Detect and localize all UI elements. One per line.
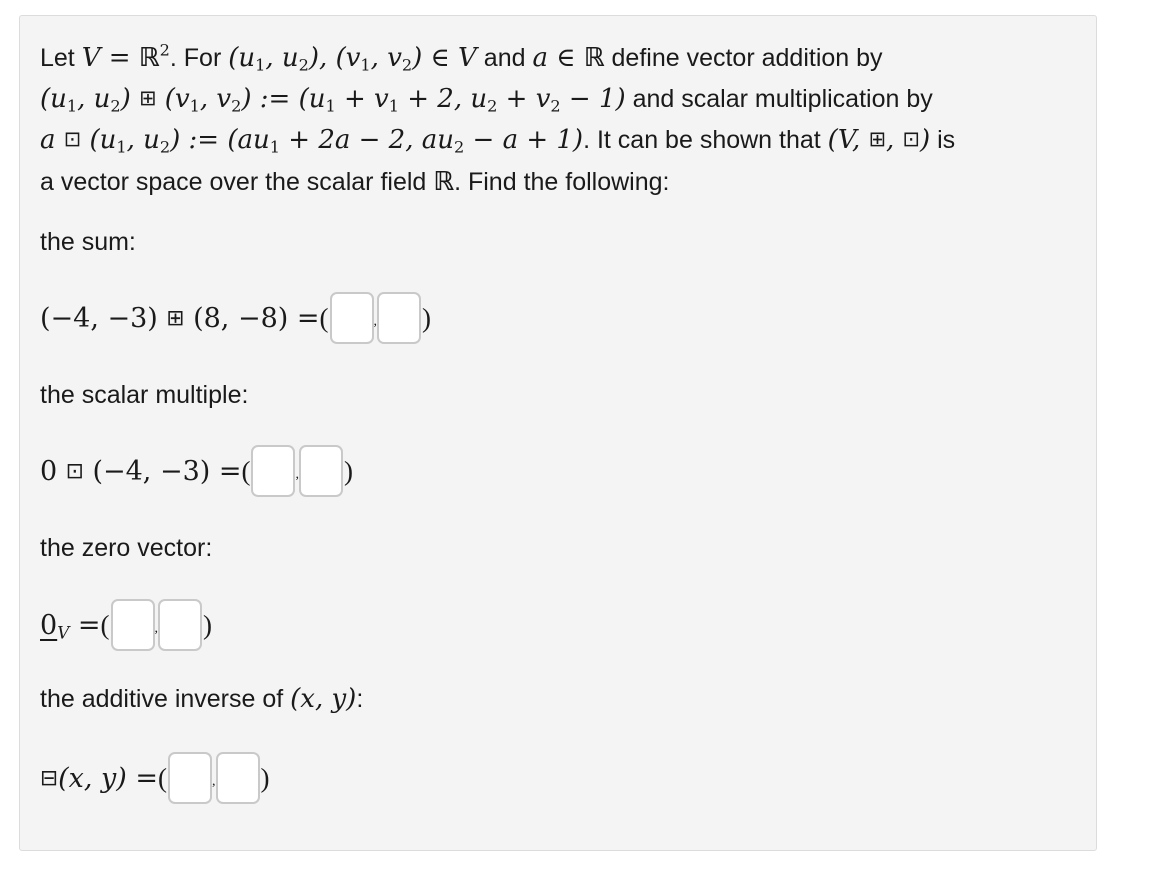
inverse-first-input[interactable] xyxy=(168,752,212,804)
inverse-lhs: ⊟(x, y) = xyxy=(40,762,159,794)
inverse-second-input[interactable] xyxy=(216,752,260,804)
text: . Find the following: xyxy=(454,167,670,196)
boxplus-icon: ⊞ xyxy=(139,85,157,110)
text: Let xyxy=(40,44,82,72)
text: is xyxy=(930,126,956,154)
math: a ∈ ℝ xyxy=(532,43,605,73)
boxplus-icon: ⊞ xyxy=(166,305,185,331)
sum-first-input[interactable] xyxy=(330,292,374,344)
math-addition-def: ($u_1$, $u_2$) ⊞ ($v_1$, $v_2$) := ($u_1 + v_1 + 2$, $u_2 + v_2 - 1$) xyxy=(40,83,626,115)
math: ($u_1$, $u_2$), ($v_1$, $v_2$) ∈ V xyxy=(228,43,477,75)
open-paren: ( xyxy=(158,762,168,793)
close-paren: ) xyxy=(343,455,353,486)
close-paren: ) xyxy=(422,302,432,333)
open-paren: ( xyxy=(100,609,110,640)
boxplus-icon: ⊞ xyxy=(868,127,887,151)
sum-lhs: (−4, −3) ⊞ (8, −8) = xyxy=(40,302,320,334)
math-triple: (V, ⊞, ⊡) xyxy=(827,125,931,155)
text: and xyxy=(476,44,533,72)
problem-panel xyxy=(19,15,1097,851)
boxminus-icon: ⊟ xyxy=(40,765,59,791)
boxdot-icon: ⊡ xyxy=(63,127,82,151)
boxdot-icon: ⊡ xyxy=(902,127,920,151)
comma: , xyxy=(373,314,378,329)
text: a vector space over the scalar field xyxy=(40,167,434,196)
scalar-lhs: 0 ⊡ (−4, −3) = xyxy=(40,455,242,487)
zero-first-input[interactable] xyxy=(111,599,155,651)
zero-vector-equation xyxy=(40,595,212,655)
scalar-first-input[interactable] xyxy=(251,445,295,497)
math-reals: ℝ xyxy=(433,166,455,197)
sum-label: the sum: xyxy=(40,228,136,256)
zero-vector-lhs: $0_V$ = xyxy=(40,609,101,643)
math: V = ℝ$^2$ xyxy=(81,40,170,73)
zero-vector-label: the zero vector: xyxy=(40,534,213,562)
text: and scalar multiplication by xyxy=(625,84,933,113)
text: define vector addition by xyxy=(604,44,883,72)
close-paren: ) xyxy=(203,609,212,640)
comma: , xyxy=(295,467,299,482)
scalar-second-input[interactable] xyxy=(299,445,343,497)
open-paren: ( xyxy=(241,455,251,486)
scalar-equation xyxy=(40,441,353,501)
math-scalar-def: a ⊡ ($u_1$, $u_2$) := ($au_1 + 2a - 2$, $au_2 - a + 1$) xyxy=(40,125,584,157)
close-paren: ) xyxy=(260,762,270,793)
inverse-label: the additive inverse of (x, y): xyxy=(40,684,364,714)
boxdot-icon: ⊡ xyxy=(65,458,84,484)
inverse-equation xyxy=(40,748,270,808)
zero-second-input[interactable] xyxy=(158,599,202,651)
scalar-label: the scalar multiple: xyxy=(40,381,249,409)
open-paren: ( xyxy=(319,302,329,333)
sum-equation xyxy=(40,288,431,348)
problem-statement xyxy=(40,38,1080,202)
text: . For xyxy=(169,44,229,72)
comma: , xyxy=(154,621,158,636)
text: . It can be shown that xyxy=(583,126,828,154)
sum-second-input[interactable] xyxy=(377,292,421,344)
comma: , xyxy=(212,774,216,789)
